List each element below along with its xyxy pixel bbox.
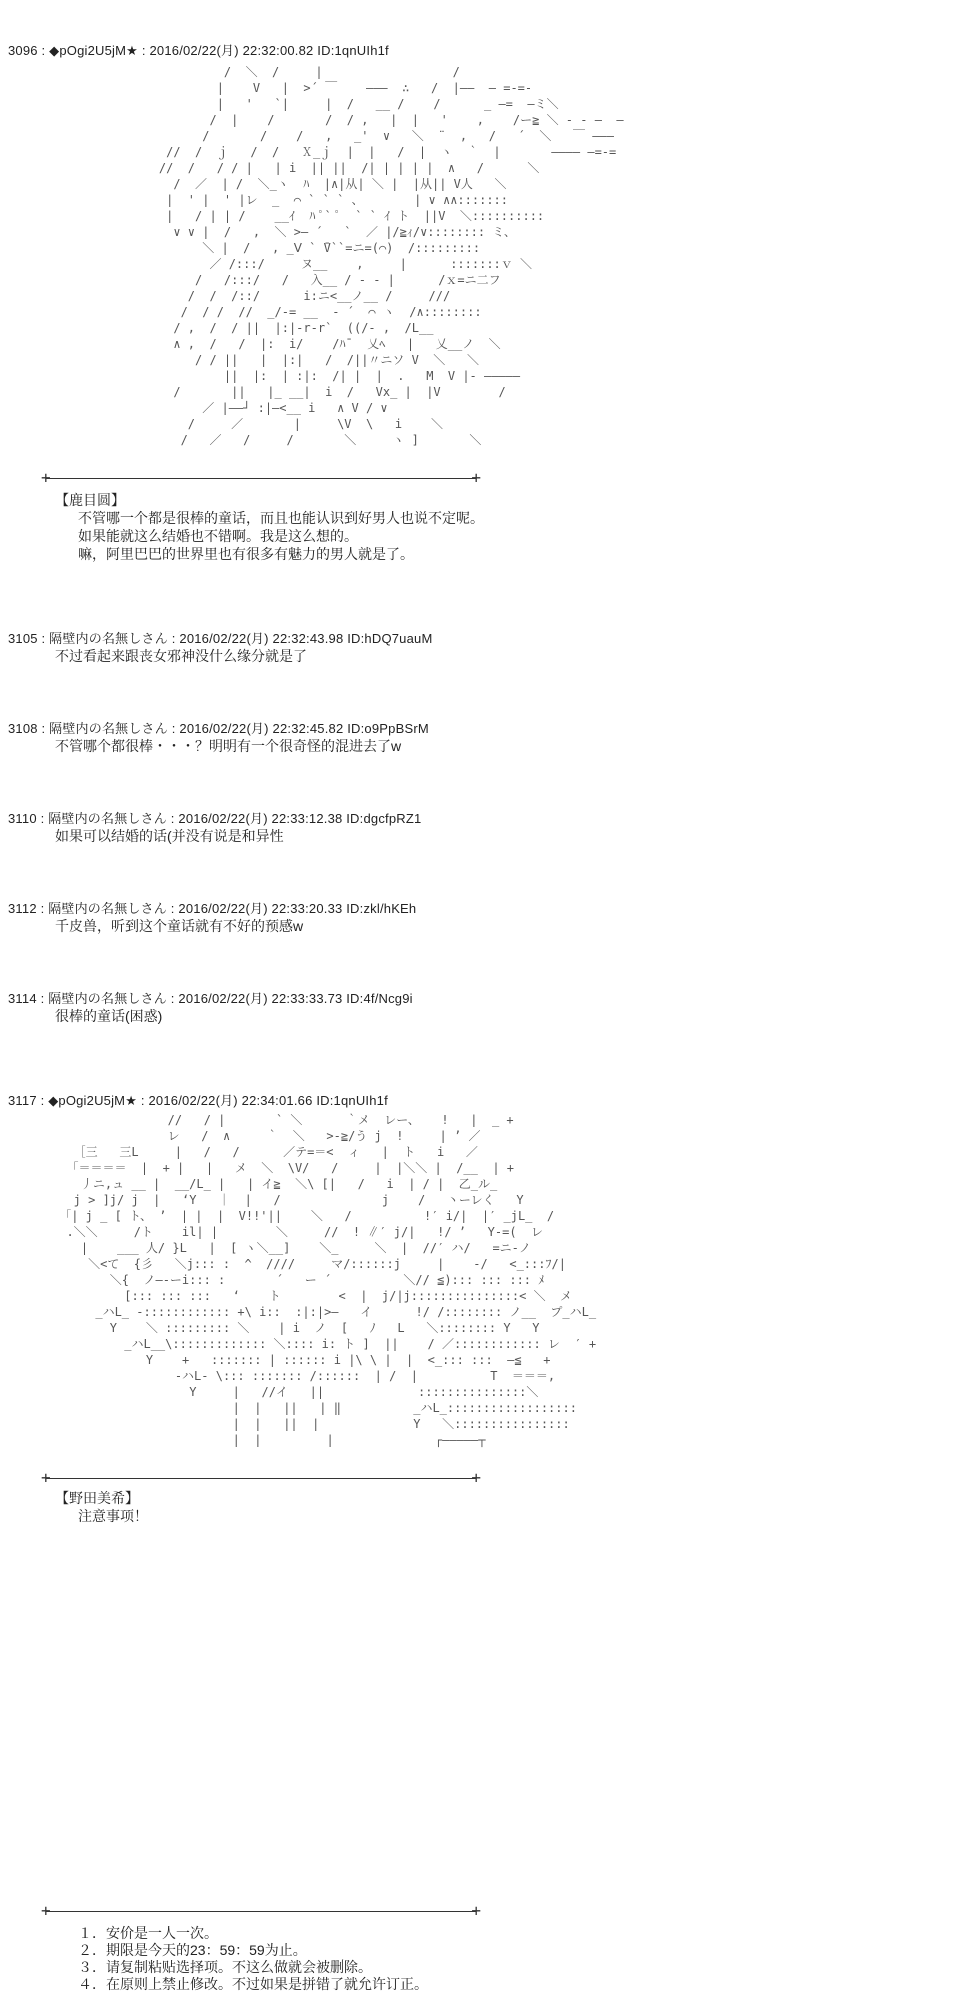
post-header: 3112 : 隔壁内の名無しさん : 2016/02/22(月) 22:33:20.33 ID:zkl/hKEh [8,901,417,916]
post-body: 很棒的童话(困惑) [55,1008,163,1024]
divider-line [46,1911,476,1912]
speaker-name: 【鹿目圆】 [55,492,125,508]
dialog-line: 不管哪一个都是很棒的童话，而且也能认识到好男人也说不定呢。 [78,510,484,526]
post-body: 不管哪个都很棒・・・？明明有一个很奇怪的混进去了w [55,738,402,754]
dialog-line: 如果能就这么结婚也不错啊。我是这么想的。 [78,528,358,544]
post-header: 3117 : ◆pOgi2U5jM★ : 2016/02/22(月) 22:34:01.66 ID:1qnUIh1f [8,1093,388,1108]
dialog-line: 注意事项！ [78,1508,148,1524]
dialog-line: 嘛，阿里巴巴的世界里也有很多有魅力的男人就是了。 [78,546,414,562]
divider-line [46,1478,476,1479]
post-header: 3110 : 隔壁内の名無しさん : 2016/02/22(月) 22:33:12.38 ID:dgcfpRZ1 [8,811,422,826]
post-body: 千皮兽，听到这个童话就有不好的预感w [55,918,304,934]
post-body: 不过看起来跟丧女邪神没什么缘分就是了 [55,648,307,664]
rules-list-item: ４．在原则上禁止修改。不过如果是拼错了就允许订正。 [78,1976,428,1992]
post-header: 3105 : 隔壁内の名無しさん : 2016/02/22(月) 22:32:43.98 ID:hDQ7uauM [8,631,433,646]
speaker-name: 【野田美希】 [55,1490,139,1506]
rules-list-item: １．安价是一人一次。 [78,1925,218,1941]
post-body: 如果可以结婚的话(并没有说是和异性 [55,828,284,844]
post-header: 3096 : ◆pOgi2U5jM★ : 2016/02/22(月) 22:32:00.82 ID:1qnUIh1f [8,43,389,58]
post-header: 3114 : 隔壁内の名無しさん : 2016/02/22(月) 22:33:33.73 ID:4f/Ncg9i [8,991,413,1006]
divider-line [46,478,476,479]
post-header: 3108 : 隔壁内の名無しさん : 2016/02/22(月) 22:32:45.82 ID:o9PpBSrM [8,721,429,736]
rules-list-item: ２．期限是今天的23：59：59为止。 [78,1942,307,1958]
ascii-art: // / | ` ＼ ｀メ レー、 ! | _ + レ / ∧ ｀ ＼ >‐≧/う j ! | ’ ／ ［三 三L | / / ／テ=＝< ィ | ト i ／ 「＝＝＝＝ | + | | メ ＼ \V/ / | |＼＼ | /__ | + 丿ニ,ュ __ | __/L_ | | イ≧ ＼\ [| / i | / | 乙_ル_ j > ]j/ j | ‘Y ｜ | / j / 丶ーレく Y 「| j _ [ ト、 ’ | | | V!!'|| ＼ / !′ i/| |′ _jL_ / .＼＼ /ト il| | ＼ // ! ∥′ j/| !/ ’ Y‐=( レ | ___ 人/ }L | [ ヽ＼__] ＼_ ＼ | //′ ハ/ =ニ‐ノ ＼<て {彡 ＼j::: : ^ //// マ/::::::j | -/ <_:::ﾌ/| ＼{ ノ―‐ーi::: : ´ ー ´ ＼// ≦)::: ::: ::: ﾒ [::: ::: ::: ‘ ト < | j/|j:::::::::::::::< ＼ メ _ハL_ ‐:::::::::::: +\ i:: :|:|>― イ !/ /:::::::: ノ__ プ_ハL_ Y ＼ ::::::::: ＼ | i ノ [ ﾉ L ＼:::::::: Y Y _ハL__\::::::::::::: ＼:::: i: ト ] || / ／:::::::::::: レ ′ + Y + ::::::: | :::::: i |\ \ | | <_::: ::: ―≦ + ‐ハL‐ \::: ::::::: /:::::: | / | T ＝＝＝, Y | //イ || :::::::::::::::＼ | | || | ‖ _ハL_:::::::::::::::::: | | || | Y ＼:::::::::::::::: | | | ┌―――――┬ [59,1113,597,1447]
ascii-art: / ＼ / | / | V | >´ ￣ ――― ∴ / |―― ― =‐=‐ | ' `| | / __ / / _ ―= ―ミ＼ / | / / / , | | ' , /ー≧ ＼ ‐ ‐ ― ― / / / , _' ∨ ＼ ¨ , / ´ ＼ ￣ ――― // / ｊ / / Ⅹ_ｊ | | / | ヽ ｀ | ―――― ―=‐= // / / / | | i || || /| | | | | ∧ / ＼ / ／ | / ＼_ヽ ﾊ |∧|从| ＼ | |从|| V人 ＼ | ' | ' |レ _ ⌒ ` ` ` 、 | ∨ ∧∧::::::: | / | | / __ｲ ﾊ ﾟ` ﾟ ` ` ｲ ト ||V ＼:::::::::: ∨ ∨ | / , ＼ >― ´ ` ／ |/≧ｨ/∨:::::::: ミ、 ＼ | / , _Ⅴ ` ̄V``=ニ=(⌒) /::::::::: ／ /:::/ ヌ__ , | :::::::ｖ ＼ / /:::/ / 入__ / ‐ ‐ | /ｘ=ニ二フ / / /::/ i:ニ<__ノ__ / /// / / / // _/‐= __ ‐ ´ ⌒ ヽ /∧:::::::: / , / / || |:|‐r‐r` ((/‐ , /L__ ∧ , / / |: i/ /ﾊ¯ 乂ﾍ | 乂__ノ ＼ / / || | |:| / /||〃ニソ V ＼ ＼ || |: | :|: /| | | . M V |‐ ――――― / || |_ __| i / Vx_ | |V / ／ |――┘ :|―<__ i ∧ V / ∨ / ／ | \V \ i ＼ / ／ / / ＼ ヽ ] ＼ [158,65,624,447]
rules-list-item: ３．请复制粘贴选择项。不这么做就会被删除。 [78,1959,372,1975]
